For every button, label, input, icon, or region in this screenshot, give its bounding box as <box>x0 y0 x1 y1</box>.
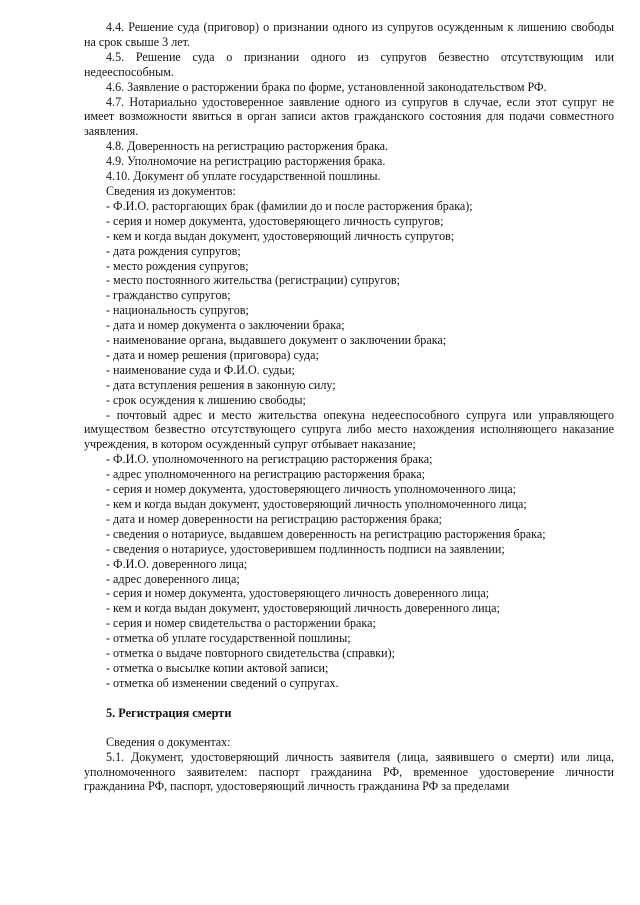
section-5-heading: 5. Регистрация смерти <box>106 705 232 720</box>
list-item: - наименование суда и Ф.И.О. судьи; <box>106 362 295 377</box>
list-item: - серия и номер документа, удостоверяющего личность доверенного лица; <box>106 586 490 601</box>
list-item: - серия и номер свидетельства о расторжении брака; <box>106 616 376 631</box>
paragraph-4-8: 4.8. Доверенность на регистрацию расторжения брака. <box>106 139 389 154</box>
document-body <box>84 20 614 794</box>
section-5-intro: Сведения о документах: <box>106 734 231 749</box>
paragraph-4-7: 4.7. Нотариально удостоверенное заявление одного из супругов в случае, если этот супруг не имеет возможности явиться в орган записи актов гражданского состояния для подачи совместного заявления. <box>84 94 614 139</box>
list-item: - кем и когда выдан документ, удостоверяющий личность доверенного лица; <box>106 601 500 616</box>
list-item: - дата и номер доверенности на регистрацию расторжения брака; <box>106 511 443 526</box>
list-item: - почтовый адрес и место жительства опекуна недееспособного супруга или управляющего имуществом безвестно отсутствующего супруга либо место нахождения исполняющего наказание учреждения, в котором осужденный супруг отбывает наказание; <box>84 407 614 452</box>
paragraph-4-5: 4.5. Решение суда о признании одного из супругов безвестно отсутствующим или недееспособным. <box>84 49 614 79</box>
paragraph-4-10: 4.10. Документ об уплате государственной пошлины. <box>106 169 381 184</box>
list-item: - дата вступления решения в законную силу; <box>106 377 336 392</box>
paragraph-5-1: 5.1. Документ, удостоверяющий личность заявителя (лица, заявившего о смерти) или лица, уполномоченного заявителем: паспорт гражданина РФ, временное удостоверение личности гражданина РФ, паспорт, удостоверяющий личность гражданина РФ за пределами <box>84 749 614 794</box>
list-item: - отметка об изменении сведений о супругах. <box>106 675 339 690</box>
list-item: - дата и номер решения (приговора) суда; <box>106 347 319 362</box>
list-item: - серия и номер документа, удостоверяющего личность уполномоченного лица; <box>106 482 517 497</box>
list-item: - адрес доверенного лица; <box>106 571 240 586</box>
list-item: - отметка о выдаче повторного свидетельства (справки); <box>106 646 396 661</box>
list-item: - дата рождения супругов; <box>106 243 241 258</box>
list-item: - серия и номер документа, удостоверяющего личность супругов; <box>106 213 444 228</box>
list-item: - наименование органа, выдавшего документ о заключении брака; <box>106 333 447 348</box>
list-item: - Ф.И.О. расторгающих брак (фамилии до и после расторжения брака); <box>106 198 473 213</box>
list-item: - Ф.И.О. доверенного лица; <box>106 556 248 571</box>
list-item: - сведения о нотариусе, выдавшем доверенность на регистрацию расторжения брака; <box>106 526 546 541</box>
list-item: - дата и номер документа о заключении брака; <box>106 318 345 333</box>
list-item: - отметка об уплате государственной пошлины; <box>106 631 351 646</box>
list-item: - место рождения супругов; <box>106 258 249 273</box>
list-item: - отметка о высылке копии актовой записи; <box>106 660 329 675</box>
list-item: - место постоянного жительства (регистрации) супругов; <box>106 273 400 288</box>
list-item: - сведения о нотариусе, удостоверившем подлинность подписи на заявлении; <box>106 541 505 556</box>
documents-info-label: Сведения из документов: <box>106 183 236 198</box>
list-item: - срок осуждения к лишению свободы; <box>106 392 306 407</box>
paragraph-4-4: 4.4. Решение суда (приговор) о признании одного из супругов осужденным к лишению свободы на срок свыше 3 лет. <box>84 20 614 49</box>
list-item: - Ф.И.О. уполномоченного на регистрацию расторжения брака; <box>106 452 433 467</box>
list-item: - гражданство супругов; <box>106 288 231 303</box>
list-item: - национальность супругов; <box>106 303 249 318</box>
list-item: - кем и когда выдан документ, удостоверяющий личность супругов; <box>106 228 455 243</box>
list-item: - адрес уполномоченного на регистрацию расторжения брака; <box>106 467 425 482</box>
list-item: - кем и когда выдан документ, удостоверяющий личность уполномоченного лица; <box>106 497 527 511</box>
paragraph-4-9: 4.9. Уполномочие на регистрацию расторжения брака. <box>106 154 386 169</box>
paragraph-4-6: 4.6. Заявление о расторжении брака по форме, установленной законодательством РФ. <box>106 79 547 94</box>
